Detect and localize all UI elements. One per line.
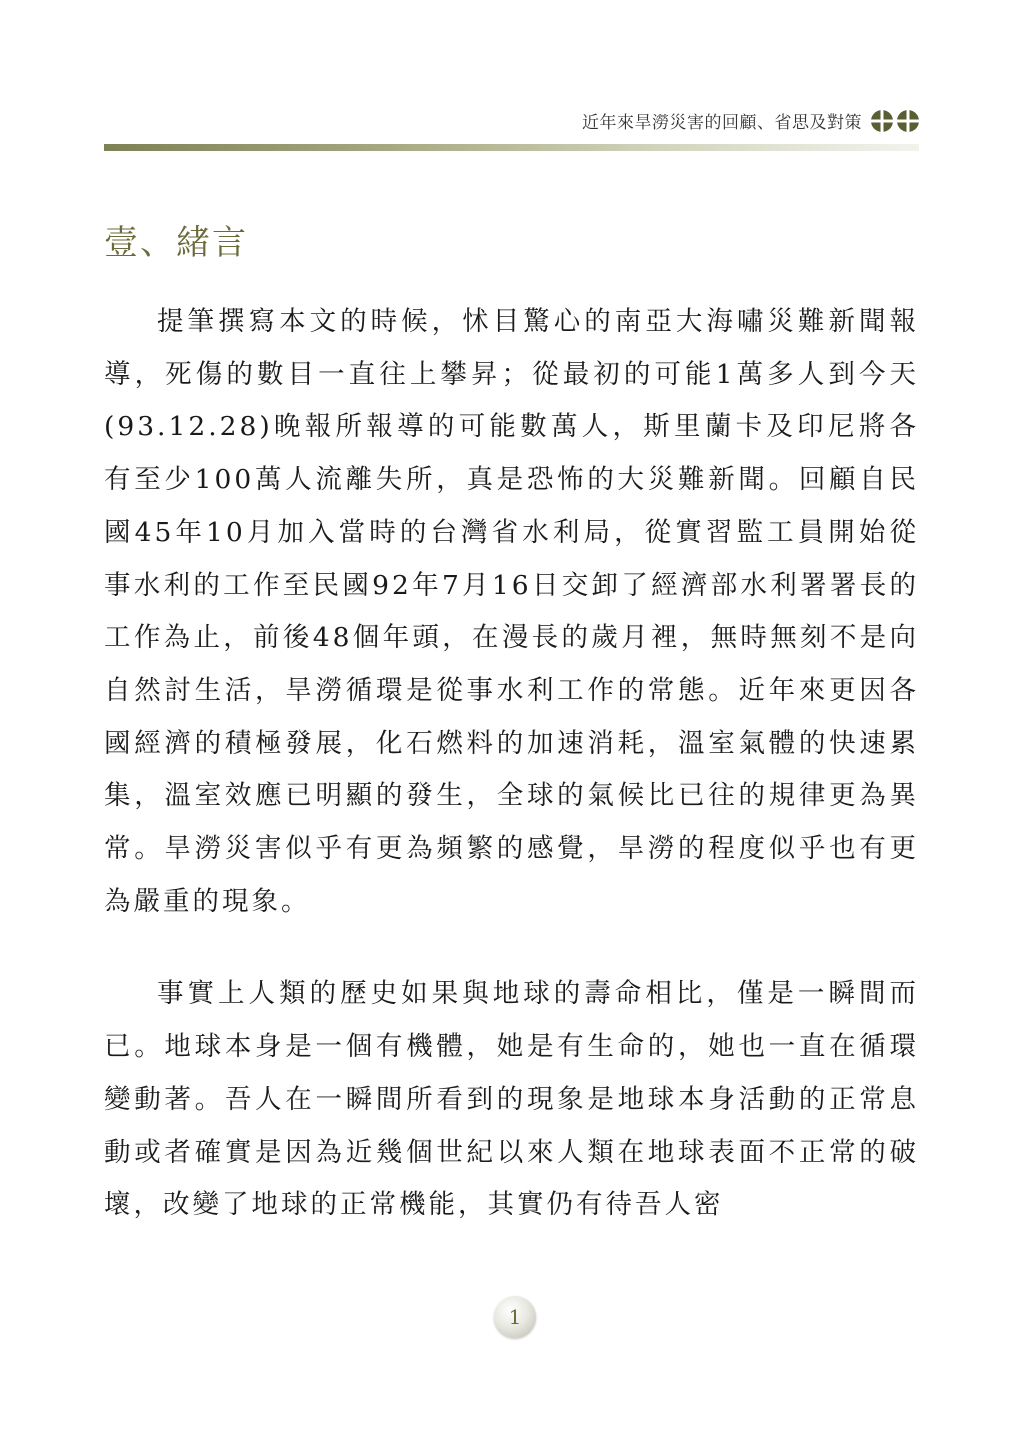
paragraph: 事實上人類的歷史如果與地球的壽命相比，僅是一瞬間而已。地球本身是一個有機體，她是有生命的，她也一直在循環變動著。吾人在一瞬間所看到的現象是地球本身活動的正常息動或者確實是因為近幾個世紀以來人類在地球表面不正常的破壞，改變了地球的正常機能，其實仍有待吾人密 [104,978,919,1221]
page-number: 1 [508,1305,522,1329]
header-divider [104,144,919,151]
body-text [104,296,919,1232]
page-number-badge [494,1296,536,1338]
running-header-title: 近年來旱澇災害的回顧、省思及對策 [582,113,862,133]
running-header [582,108,920,133]
paragraph: 提筆撰寫本文的時候，怵目驚心的南亞大海嘯災難新聞報導，死傷的數目一直往上攀昇；從最初的可能1萬多人到今天(93.12.28)晚報所報導的可能數萬人，斯里蘭卡及印尼將各有至少100萬人流離失所，真是恐怖的大災難新聞。回顧自民國45年10月加入當時的台灣省水利局，從實習監工員開始從事水利的工作至民國92年7月16日交卸了經濟部水利署署長的工作為止，前後48個年頭，在漫長的歲月裡，無時無刻不是向自然討生活，旱澇循環是從事水利工作的常態。近年來更因各國經濟的積極發展，化石燃料的加速消耗，溫室氣體的快速累集，溫室效應已明顯的發生，全球的氣候比已往的規律更為異常。旱澇災害似乎有更為頻繁的感覺，旱澇的程度似乎也有更為嚴重的現象。 [104,306,919,917]
double-cross-ornament-icon [870,109,920,133]
section-heading: 壹、緒言 [104,223,248,263]
